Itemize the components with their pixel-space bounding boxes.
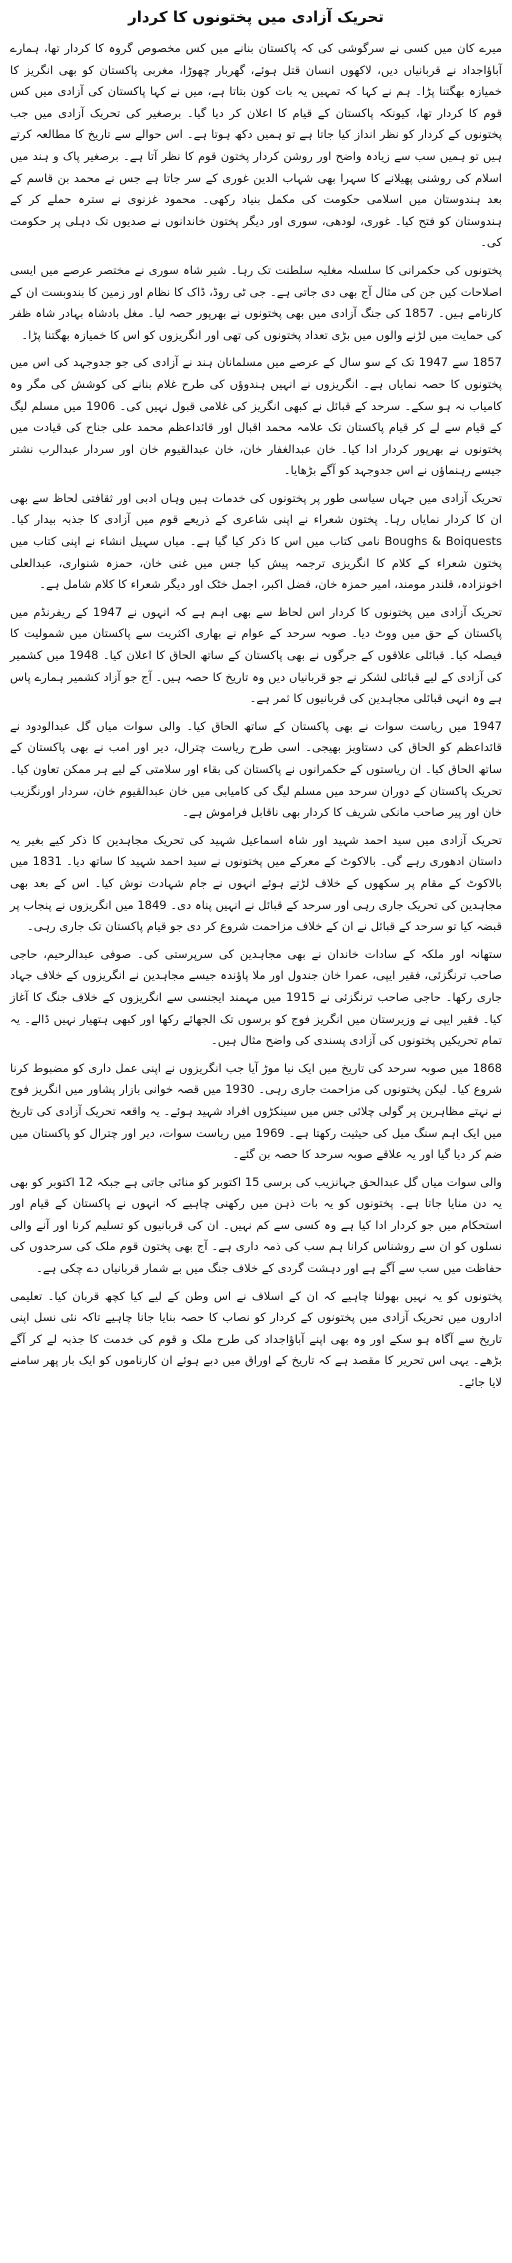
article-paragraph: تحریک آزادی میں سید احمد شہید اور شاہ اسماعیل شہید کی تحریک مجاہدین کا ذکر کیے بغیر یہ داستان ادھوری رہے گی۔ بالاکوٹ کے معرکے میں پختونوں نے سید احمد شہید کا ساتھ دیا۔ 1831 میں بالاکوٹ کے مقام پر سکھوں کے خلاف لڑتے ہوئے انہوں نے جام شہادت نوش کیا۔ اس کے بعد بھی مجاہدین کی تحریک جاری رہی اور سرحد کے قبائل نے انہیں پناہ دی۔ 1849 میں انگریزوں نے پنجاب پر قبضہ کیا تو سرحد کے قبائل نے ان کے خلاف مزاحمت شروع کر دی جو قیام پاکستان تک جاری رہی۔ [10,832,503,934]
article-paragraph: پختونوں کو یہ نہیں بھولنا چاہیے کہ ان کے اسلاف نے اس وطن کے لیے کیا کچھ قربان کیا۔ تعلیمی اداروں میں تحریک آزادی میں پختونوں کے کردار کو نصاب کا حصہ بنایا جانا چاہیے تاکہ نئی نسل اپنی تاریخ سے آگاہ ہو سکے اور وہ بھی اپنے آباؤاجداد کی طرح ملک و قوم کی خدمت کا جذبہ لے کر آگے بڑھے۔ یہی اس تحریر کا مقصد ہے کہ تاریخ کے اوراق میں دبے ہوئے ان کارناموں کو ایک بار پھر سامنے لایا جائے۔ [10,1288,502,1390]
article-paragraph: تحریک آزادی میں جہاں سیاسی طور پر پختونوں کی خدمات ہیں وہاں ادبی اور ثقافتی لحاظ سے بھی ان کا کردار نمایاں رہا۔ پختون شعراء نے اپنی شاعری کے ذریعے قوم میں آزادی کا جذبہ بیدار کیا۔ Boughs & Boiquests نامی کتاب میں اس کا ذکر کیا گیا ہے۔ میاں سہیل انشاء نے اپنی کتاب میں پختون شعراء کے کلام کا انگریزی ترجمہ پیش کیا جس میں غنی خان، حمزہ شنواری، عبدالعلی اخونزادہ، قلندر مومند، امیر حمزہ خان، فضل اکبر، اجمل خٹک اور دیگر شعراء کا کلام شامل ہے۔ [10,490,502,592]
article-paragraph: 1857 سے 1947 تک کے سو سال کے عرصے میں مسلمانان ہند نے آزادی کی جو جدوجہد کی اس میں پختونوں کا حصہ نمایاں ہے۔ انگریزوں نے انہیں ہندوؤں کی طرح غلام بنانے کی کوشش کی مگر وہ کامیاب نہ ہو سکے۔ سرحد کے قبائل نے کبھی انگریز کی غلامی قبول نہیں کی۔ 1906 میں مسلم لیگ کے قیام سے لے کر قیام پاکستان تک علامہ محمد اقبال اور قائداعظم محمد علی جناح کی قیادت میں پختونوں نے بھرپور کردار ادا کیا۔ خان عبدالغفار خان، خان عبدالقیوم خان اور سردار عبدالرب نشتر جیسے رہنماؤں نے اس جدوجہد کو آگے بڑھایا۔ [10,355,503,478]
article-paragraph: ستھانہ اور ملکہ کے سادات خاندان نے بھی مجاہدین کی سرپرستی کی۔ صوفی عبدالرحیم، حاجی صاحب ترنگزئی، فقیر ایپی، عمرا خان جندول اور ملا پاؤندہ جیسے مجاہدین نے انگریزوں کے خلاف جہاد جاری رکھا۔ حاجی صاحب ترنگزئی نے 1915 میں مہمند ایجنسی سے انگریزوں کے خلاف جنگ کا آغاز کیا۔ فقیر ایپی نے وزیرستان میں انگریز فوج کو برسوں تک الجھائے رکھا اور کبھی ہتھیار نہیں ڈالے۔ یہ تمام تحریکیں پختونوں کی آزادی پسندی کی واضح مثال ہیں۔ [10,946,502,1048]
article-paragraph: میرے کان میں کسی نے سرگوشی کی کہ پاکستان بنانے میں کس مخصوص گروہ کا کردار تھا، ہمارے آباؤاجداد نے قربانیاں دیں، لاکھوں انسان قتل ہوئے، گھربار چھوڑا، مغربی پاکستان کو بھی انگریز کا خمیازہ بھگتنا پڑا۔ ہم نے کہا کہ تمہیں یہ بات کون بتاتا ہے، میں نے کہا پاکستان کی آزادی میں کس قوم کا کردار تھا، کیونکہ پاکستان کے قیام کا اعلان کر دیا گیا۔ برصغیر کی تحریک آزادی میں جب پختونوں کے کردار کو نظر انداز کیا جاتا ہے تو ہمیں دکھ ہوتا ہے۔ اس حوالے سے تاریخ کا مطالعہ کرتے ہیں تو ہمیں سب سے زیادہ واضح اور روشن کردار پختون قوم کا نظر آتا ہے۔ برصغیر پاک و ہند میں اسلام کی روشنی پھیلانے کا سہرا بھی شہاب الدین غوری کے سر جاتا ہے جس نے محمد بن قاسم کے بعد ہندوستان میں اسلامی حکومت کی مکمل بنیاد رکھی۔ محمود غزنوی نے سترہ حملے کر کے ہندوستان کو فتح کیا۔ غوری، لودھی، سوری اور دیگر پختون خاندانوں نے صدیوں تک دہلی پر حکومت کی۔ [10,41,502,250]
article-paragraph: 1947 میں ریاست سوات نے بھی پاکستان کے ساتھ الحاق کیا۔ والی سوات میاں گل عبدالودود نے قائداعظم کو الحاق کی دستاویز بھیجی۔ اسی طرح ریاست چترال، دیر اور امب نے بھی پاکستان کے ساتھ الحاق کیا۔ ان ریاستوں کے حکمرانوں نے پاکستان کی بقاء اور سلامتی کے لیے ہر ممکن تعاون کیا۔ تحریک پاکستان کے دوران سرحد میں مسلم لیگ کی کامیابی میں خان عبدالقیوم خان، سردار اورنگزیب خان اور پیر صاحب مانکی شریف کا کردار بھی ناقابل فراموش ہے۔ [10,718,502,820]
article-body [10,38,502,1394]
article-paragraph: والی سوات میاں گل عبدالحق جہانزیب کی برسی 15 اکتوبر کو منائی جاتی ہے جبکہ 12 اکتوبر کو بھی یہ دن منایا جاتا ہے۔ پختونوں کو یہ بات ذہن میں رکھنی چاہیے کہ انہوں نے پاکستان کے قیام اور استحکام میں جو کردار ادا کیا ہے وہ کسی سے کم نہیں۔ ان کی قربانیوں کو تسلیم کرنا اور آنے والی نسلوں کو ان سے روشناس کرانا ہم سب کی ذمہ داری ہے۔ آج بھی پختون قوم ملک کی سرحدوں کی حفاظت میں سب سے آگے ہے اور دہشت گردی کے خلاف جنگ میں بے شمار قربانیاں دے چکی ہے۔ [10,1174,502,1276]
article-paragraph: تحریک آزادی میں پختونوں کا کردار اس لحاظ سے بھی اہم ہے کہ انہوں نے 1947 کے ریفرنڈم میں پاکستان کے حق میں ووٹ دیا۔ صوبہ سرحد کے عوام نے بھاری اکثریت سے پاکستان میں شمولیت کا فیصلہ کیا۔ قبائلی علاقوں کے جرگوں نے بھی پاکستان کے ساتھ الحاق کا اعلان کیا۔ 1948 میں کشمیر کی آزادی کے لیے قبائلی لشکر نے جو قربانیاں دیں وہ تاریخ کا حصہ ہیں۔ آج جو آزاد کشمیر ہمارے پاس ہے وہ انہی قبائلی مجاہدین کی قربانیوں کا ثمر ہے۔ [10,604,502,706]
article-paragraph: 1868 میں صوبہ سرحد کی تاریخ میں ایک نیا موڑ آیا جب انگریزوں نے اپنی عمل داری کو مضبوط کرنا شروع کیا۔ لیکن پختونوں کی مزاحمت جاری رہی۔ 1930 میں قصہ خوانی بازار پشاور میں انگریز فوج نے نہتے مظاہرین پر گولی چلائی جس میں سینکڑوں افراد شہید ہوئے۔ یہ واقعہ تحریک آزادی کی تاریخ میں ایک اہم سنگ میل کی حیثیت رکھتا ہے۔ 1969 میں ریاست سوات، دیر اور چترال کو پاکستان میں ضم کر دیا گیا اور یہ علاقے صوبہ سرحد کا حصہ بن گئے۔ [10,1060,503,1162]
article-paragraph: پختونوں کی حکمرانی کا سلسلہ مغلیہ سلطنت تک رہا۔ شیر شاہ سوری نے مختصر عرصے میں ایسی اصلاحات کیں جن کی مثال آج بھی دی جاتی ہے۔ جی ٹی روڈ، ڈاک کا نظام اور زمین کا بندوبست ان کے کارنامے ہیں۔ 1857 کی جنگ آزادی میں بھی پختونوں نے بھرپور حصہ لیا۔ مغل بادشاہ بہادر شاہ ظفر کی حمایت میں لڑنے والوں میں بڑی تعداد پختونوں کی تھی اور انگریزوں کو اس کا خمیازہ بھگتنا پڑا۔ [10,262,502,342]
article-title: تحریک آزادی میں پختونوں کا کردار [128,8,384,26]
